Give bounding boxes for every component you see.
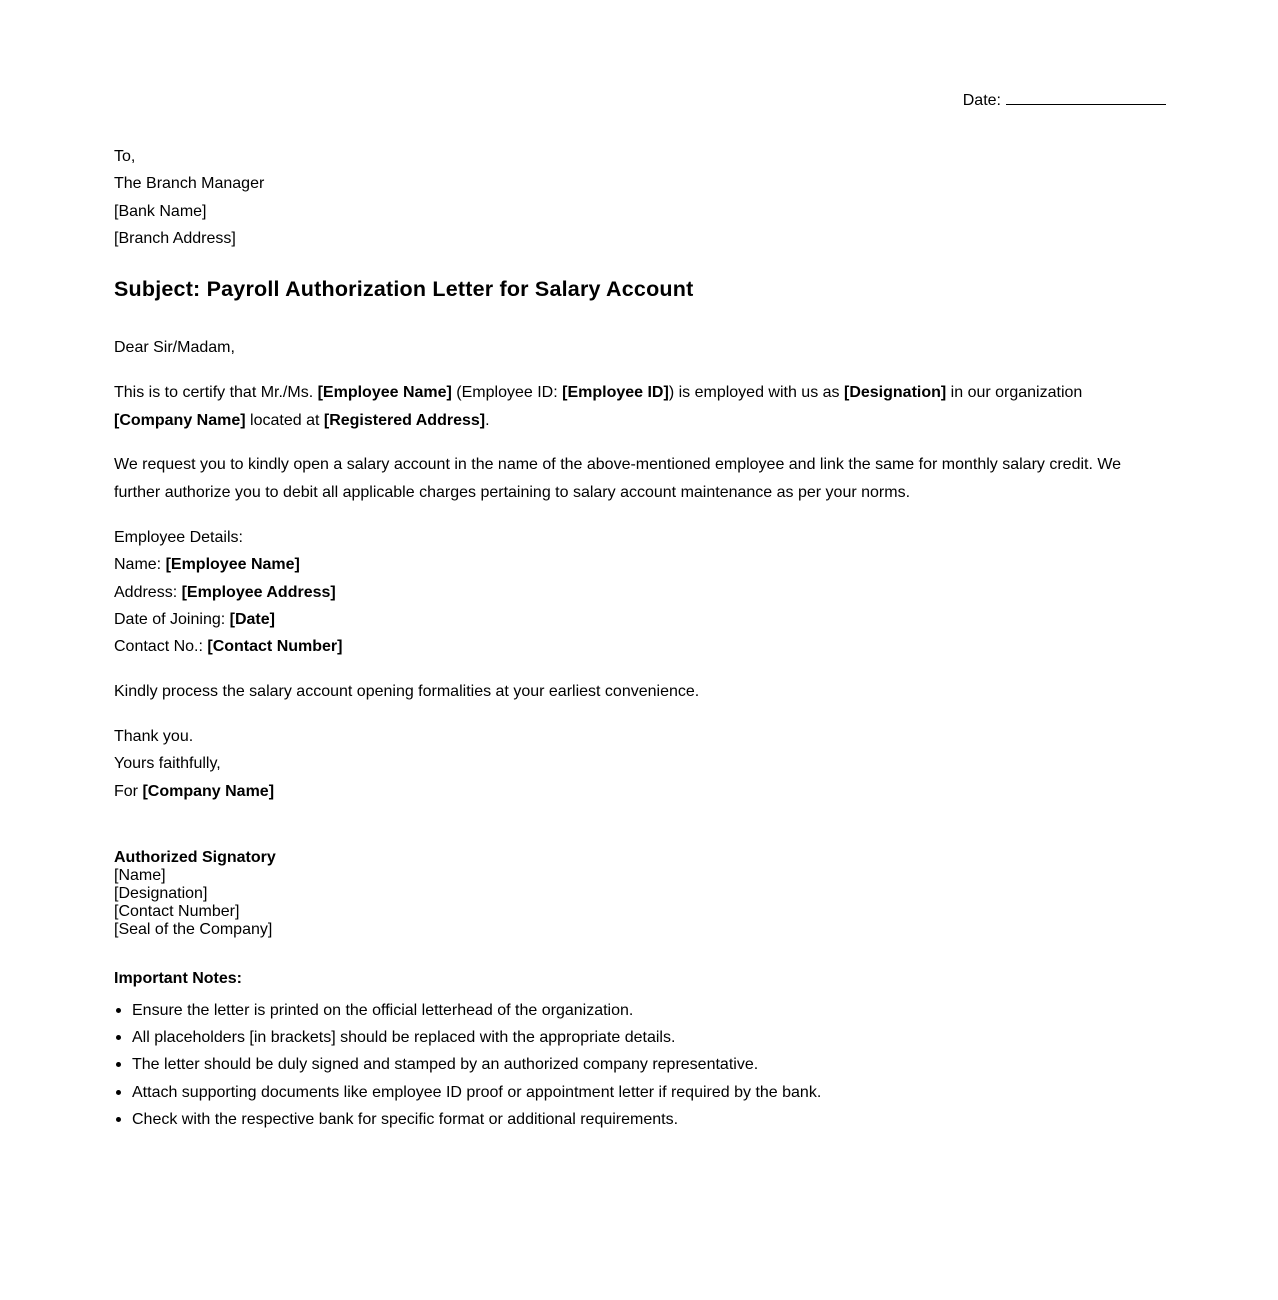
salutation: Dear Sir/Madam, [114, 339, 235, 356]
detail-label: Date of Joining: [114, 610, 230, 628]
signatory-name: [Name] [114, 867, 166, 884]
p1-employee-name: [Employee Name] [317, 384, 452, 401]
signatory-contact: [Contact Number] [114, 903, 240, 920]
p1-registered-address: [Registered Address] [323, 411, 486, 429]
detail-value: [Employee Address] [181, 583, 336, 601]
signatory-block [114, 849, 276, 939]
p1-company-name: [Company Name] [114, 411, 246, 429]
paragraph-request: We request you to kindly open a salary account in the name of the above-mentioned employee and link the same for monthly salary credit. We further authorize you to debit all applicable charges pertaining to salary account maintenance as per your norms. [114, 456, 1122, 501]
p1-text: located at [245, 411, 324, 429]
details-heading: Employee Details: [114, 529, 243, 546]
detail-value: [Date] [229, 610, 275, 628]
p1-text: . [485, 411, 490, 429]
p1-text: ) is employed with us as [668, 384, 844, 401]
note-text: Attach supporting documents like employee ID proof or appointment letter if required by the bank. [132, 1083, 822, 1101]
recipient-to: To, [114, 148, 136, 165]
paragraph-process: Kindly process the salary account opening formalities at your earliest convenience. [114, 683, 700, 700]
detail-name [114, 551, 342, 578]
closing-thanks: Thank you. [114, 728, 194, 745]
p1-designation: [Designation] [844, 384, 947, 401]
recipient-address [114, 143, 264, 252]
recipient-branch: [Branch Address] [114, 229, 236, 247]
closing-for-label: For [114, 782, 143, 800]
employee-details [114, 524, 342, 660]
bullet-icon [116, 1062, 121, 1067]
bullet-icon [116, 1117, 121, 1122]
detail-label: Name: [114, 556, 166, 574]
subject-heading: Subject: Payroll Authorization Letter for Salary Account [114, 277, 694, 301]
list-item [114, 997, 821, 1024]
recipient-bank: [Bank Name] [114, 202, 207, 220]
letter-page [114, 0, 1166, 1300]
p1-text: This is to certify that Mr./Ms. [114, 384, 318, 401]
notes-list [114, 997, 821, 1133]
closing-block [114, 723, 274, 805]
closing-company: [Company Name] [142, 782, 275, 800]
detail-contact [114, 633, 342, 660]
list-item [114, 1079, 821, 1106]
signatory-designation: [Designation] [114, 885, 208, 902]
signatory-title-text: Authorized Signatory [114, 849, 276, 866]
bullet-icon [116, 1035, 121, 1040]
date-label: Date: [962, 92, 1001, 109]
recipient-title: The Branch Manager [114, 175, 265, 193]
date-blank-line [1006, 90, 1166, 105]
detail-value: [Contact Number] [207, 638, 343, 656]
paragraph-certify [114, 379, 1166, 434]
closing-for [114, 778, 274, 805]
notes-heading: Important Notes: [114, 970, 242, 987]
detail-value: [Employee Name] [165, 556, 300, 574]
p1-text: (Employee ID: [451, 384, 563, 401]
bullet-icon [116, 1090, 121, 1095]
detail-doj [114, 606, 342, 633]
note-text: All placeholders [in brackets] should be replaced with the appropriate details. [132, 1029, 676, 1047]
note-text: Ensure the letter is printed on the official letterhead of the organization. [132, 1002, 634, 1019]
note-text: The letter should be duly signed and stamped by an authorized company representative. [132, 1056, 759, 1074]
detail-label: Address: [114, 583, 182, 601]
note-text: Check with the respective bank for specific format or additional requirements. [132, 1110, 679, 1128]
signatory-seal: [Seal of the Company] [114, 921, 273, 938]
detail-address [114, 579, 342, 606]
signatory-title [114, 849, 276, 867]
list-item [114, 1024, 821, 1051]
date-line [963, 90, 1166, 111]
closing-yours: Yours faithfully, [114, 755, 221, 773]
bullet-icon [116, 1008, 121, 1013]
list-item [114, 1051, 821, 1078]
p1-employee-id: [Employee ID] [562, 384, 669, 401]
p1-text: in our organization [946, 384, 1083, 401]
detail-label: Contact No.: [114, 638, 208, 656]
list-item [114, 1106, 821, 1133]
